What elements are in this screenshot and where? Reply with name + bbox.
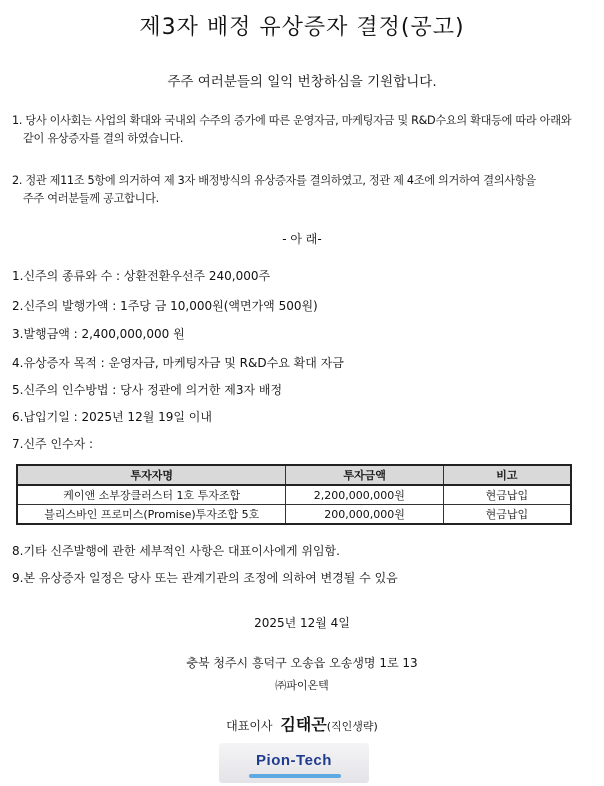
investor-name-cell: 케이앤 소부장클러스터 1호 투자조합 — [17, 485, 286, 505]
item-4: 4.유상증자 목적 : 운영자금, 마케팅자금 및 R&D수요 확대 자금 — [12, 356, 344, 370]
ceo-label: 대표이사 — [226, 719, 273, 733]
paragraph-2 — [12, 172, 582, 208]
company-logo — [219, 743, 369, 783]
ceo-name: 김태곤 — [280, 715, 327, 734]
item-6: 6.납입기일 : 2025년 12월 19일 이내 — [12, 410, 212, 424]
item-9: 9.본 유상증자 일정은 당사 또는 관계기관의 조정에 의하여 변경될 수 있음 — [12, 571, 398, 585]
paragraph-1-line-1: 1. 당사 이사회는 사업의 확대와 국내외 수주의 증가에 따른 운영자금, 마케팅자금 및 R&D수요의 확대등에 따라 아래와 — [12, 114, 572, 127]
header-investor-name: 투자자명 — [17, 465, 286, 485]
seal-omitted-note: (직인생략) — [326, 720, 378, 733]
table-header-row — [17, 465, 571, 485]
greeting-line: 주주 여러분들의 일익 번창하심을 기원합니다. — [167, 74, 437, 90]
item-2: 2.신주의 발행가액 : 1주당 금 10,000원(액면가액 500원) — [12, 299, 318, 313]
ceo-signature-line — [0, 712, 604, 735]
paragraph-2-line-1: 2. 정관 제11조 5항에 의거하여 제 3자 배정방식의 유상증자를 결의하였고, 정관 제 4조에 의거하여 결의사항을 — [12, 174, 536, 187]
investor-table — [16, 464, 572, 525]
investment-amount-cell: 200,000,000원 — [286, 505, 443, 525]
company-address: 충북 청주시 흥덕구 오송읍 오송생명 1로 13 — [186, 656, 418, 670]
notice-marker: - 아 래- — [282, 232, 322, 246]
header-investment-amount: 투자금액 — [286, 465, 443, 485]
header-remarks: 비고 — [443, 465, 571, 485]
investment-amount-cell: 2,200,000,000원 — [286, 485, 443, 505]
notice-date: 2025년 12월 4일 — [254, 616, 350, 630]
remarks-cell: 현금납입 — [443, 485, 571, 505]
company-name: ㈜파이온텍 — [275, 679, 329, 692]
item-3: 3.발행금액 : 2,400,000,000 원 — [12, 327, 185, 341]
item-1: 1.신주의 종류와 수 : 상환전환우선주 240,000주 — [12, 269, 271, 283]
remarks-cell: 현금납입 — [443, 505, 571, 525]
item-8: 8.기타 신주발행에 관한 세부적인 사항은 대표이사에게 위임함. — [12, 544, 340, 558]
table-row — [17, 505, 571, 525]
item-5: 5.신주의 인수방법 : 당사 정관에 의거한 제3자 배정 — [12, 383, 283, 397]
item-7: 7.신주 인수자 : — [12, 437, 94, 451]
table-row — [17, 485, 571, 505]
logo-accent-bar — [249, 774, 341, 778]
paragraph-2-line-2: 주주 여러분들께 공고합니다. — [23, 192, 159, 205]
investor-name-cell: 블리스바인 프로미스(Promise)투자조합 5호 — [17, 505, 286, 525]
notice-title: 제3자 배정 유상증자 결정(공고) — [139, 15, 465, 40]
logo-text: Pion-Tech — [256, 752, 332, 769]
paragraph-1 — [12, 112, 582, 148]
paragraph-1-line-2: 같이 유상증자를 결의 하였습니다. — [23, 132, 184, 145]
